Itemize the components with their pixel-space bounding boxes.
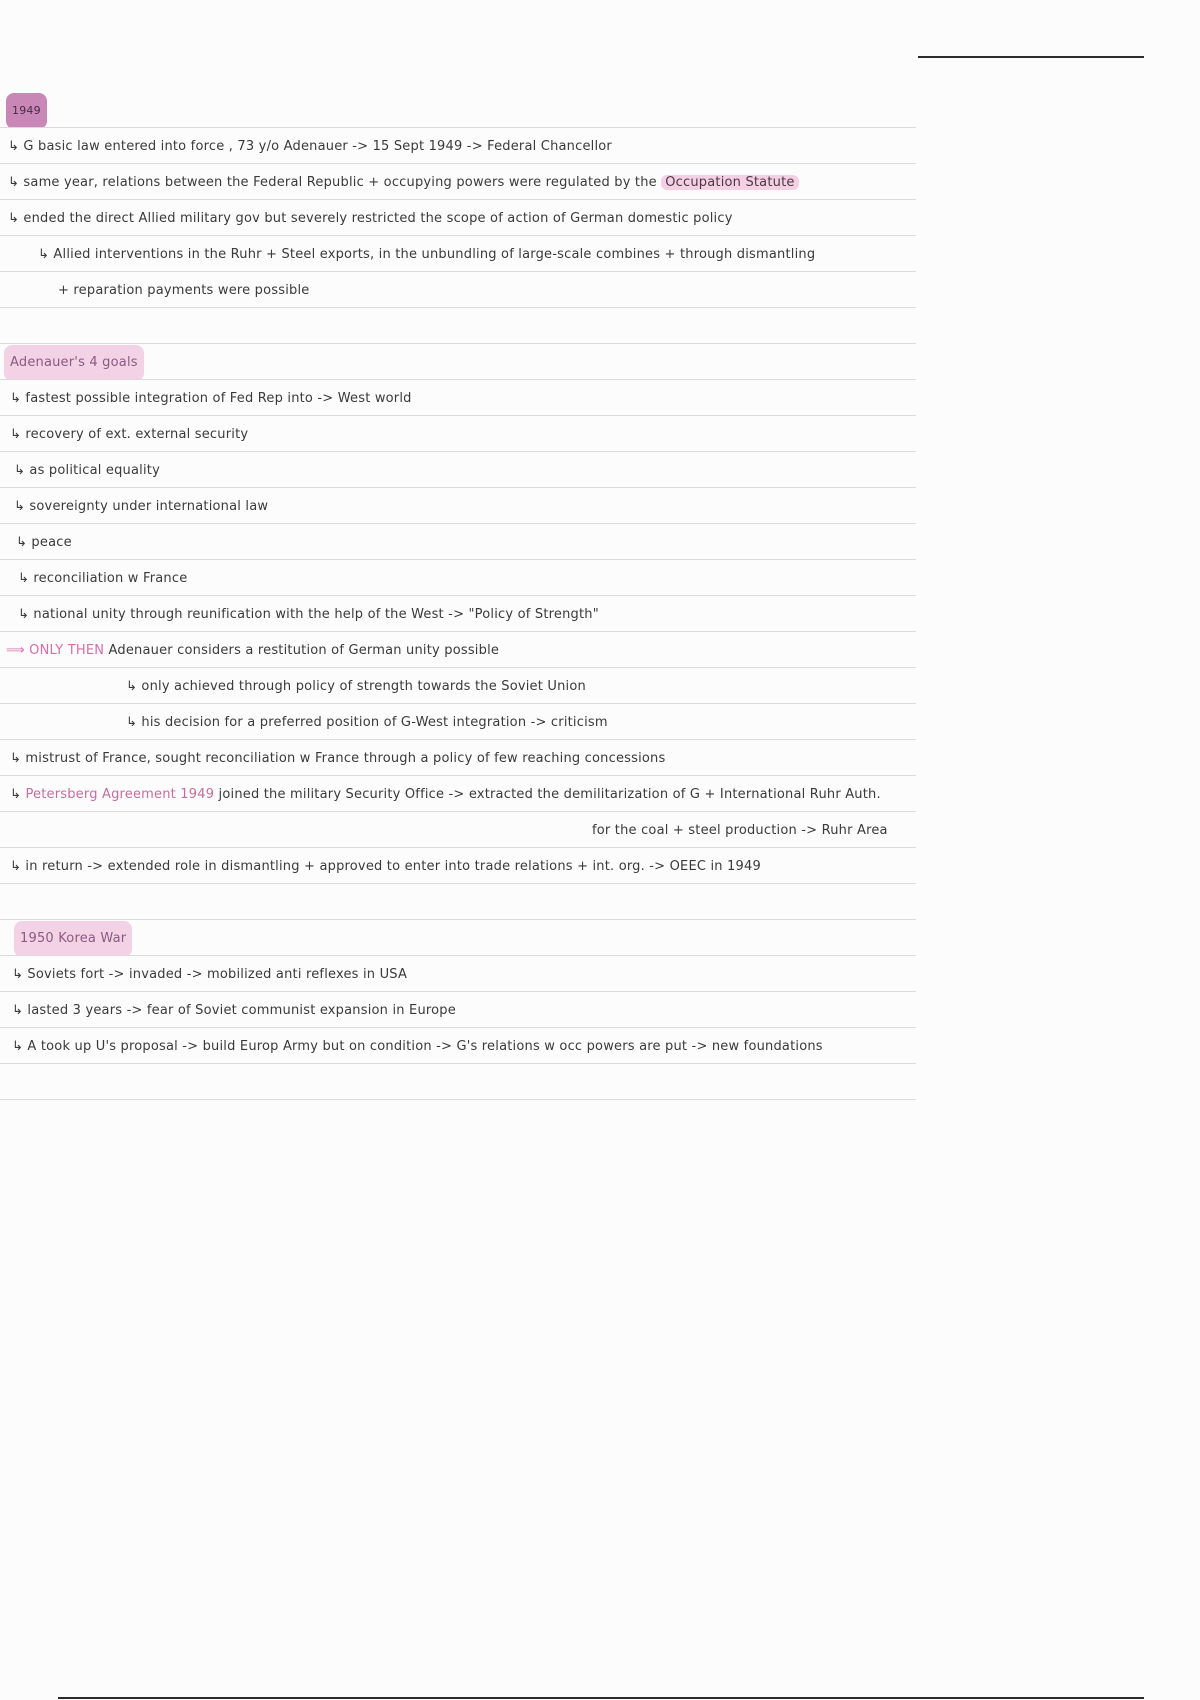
note-line: [0, 452, 916, 488]
note-text: ↳ sovereignty under international law: [14, 499, 269, 514]
note-line: [0, 956, 916, 992]
note-line: [0, 164, 916, 200]
note-line: [0, 200, 916, 236]
note-line: [0, 704, 916, 740]
note-text: ↳ G basic law entered into force , 73 y/o Adenauer -> 15 Sept 1949 -> Federal Chancellor: [8, 139, 612, 154]
blank-line: [0, 884, 916, 920]
note-text: ↳ same year, relations between the Federal Republic + occupying powers were regulated by the: [8, 175, 657, 190]
highlighted-term: Occupation Statute: [661, 175, 798, 190]
note-text: ↳ A took up U's proposal -> build Europ Army but on condition -> G's relations w occ powers are put -> new foundations: [12, 1039, 823, 1054]
note-line: [0, 668, 916, 704]
section-heading-row: [0, 92, 916, 128]
note-text: ↳ reconciliation w France: [18, 571, 188, 586]
notes-page: [0, 92, 916, 1100]
note-text: joined the military Security Office -> extracted the demilitarization of G + International Ruhr Auth.: [218, 787, 881, 802]
section-heading-1949: 1949: [6, 93, 47, 128]
note-line: [0, 740, 916, 776]
note-text: ↳ recovery of ext. external security: [10, 427, 249, 442]
note-line: [0, 272, 916, 308]
note-line: [0, 128, 916, 164]
note-line: [0, 236, 916, 272]
note-line: [0, 524, 916, 560]
section-heading-row: [0, 920, 916, 956]
note-text: ↳ ended the direct Allied military gov but severely restricted the scope of action of German domestic policy: [8, 211, 733, 226]
note-text: ↳ Allied interventions in the Ruhr + Steel exports, in the unbundling of large-scale combines + through dismantling: [38, 247, 816, 262]
note-text: ↳ national unity through reunification with the help of the West -> "Policy of Strength": [18, 607, 599, 622]
section-heading-korea-war: 1950 Korea War: [14, 921, 132, 956]
note-line: [0, 380, 916, 416]
note-line: [0, 488, 916, 524]
section-heading-row: [0, 344, 916, 380]
note-text: ↳ Soviets fort -> invaded -> mobilized anti reflexes in USA: [12, 967, 408, 982]
note-line: [0, 632, 916, 668]
blank-line: [0, 1064, 916, 1100]
note-text: ↳ lasted 3 years -> fear of Soviet communist expansion in Europe: [12, 1003, 456, 1018]
note-text: ↳ only achieved through policy of strength towards the Soviet Union: [126, 679, 586, 694]
note-line: [0, 560, 916, 596]
note-line: [0, 812, 916, 848]
note-text: ↳ his decision for a preferred position of G-West integration -> criticism: [126, 715, 608, 730]
section-heading-adenauer-goals: Adenauer's 4 goals: [4, 345, 144, 380]
note-line: [0, 848, 916, 884]
petersberg-agreement-label: Petersberg Agreement 1949: [25, 787, 215, 802]
note-text: ↳ in return -> extended role in dismantling + approved to enter into trade relations + int. org. -> OEEC in 1949: [10, 859, 761, 874]
note-text: Adenauer considers a restitution of German unity possible: [108, 643, 500, 658]
note-text: ↳ peace: [16, 535, 72, 550]
note-text: ↳ mistrust of France, sought reconciliation w France through a policy of few reaching concessions: [10, 751, 666, 766]
top-rule: [918, 56, 1144, 58]
note-line: [0, 1028, 916, 1064]
note-line: [0, 596, 916, 632]
blank-line: [0, 308, 916, 344]
note-line: [0, 992, 916, 1028]
arrow-prefix: ↳: [10, 787, 22, 802]
note-text: + reparation payments were possible: [58, 283, 310, 298]
note-text: ↳ as political equality: [14, 463, 160, 478]
note-text: ↳ fastest possible integration of Fed Rep into -> West world: [10, 391, 412, 406]
note-line: [0, 776, 916, 812]
note-text: for the coal + steel production -> Ruhr Area: [592, 823, 888, 838]
note-line: [0, 416, 916, 452]
only-then-label: ⟹ ONLY THEN: [6, 643, 105, 658]
bottom-rule: [58, 1697, 1144, 1699]
